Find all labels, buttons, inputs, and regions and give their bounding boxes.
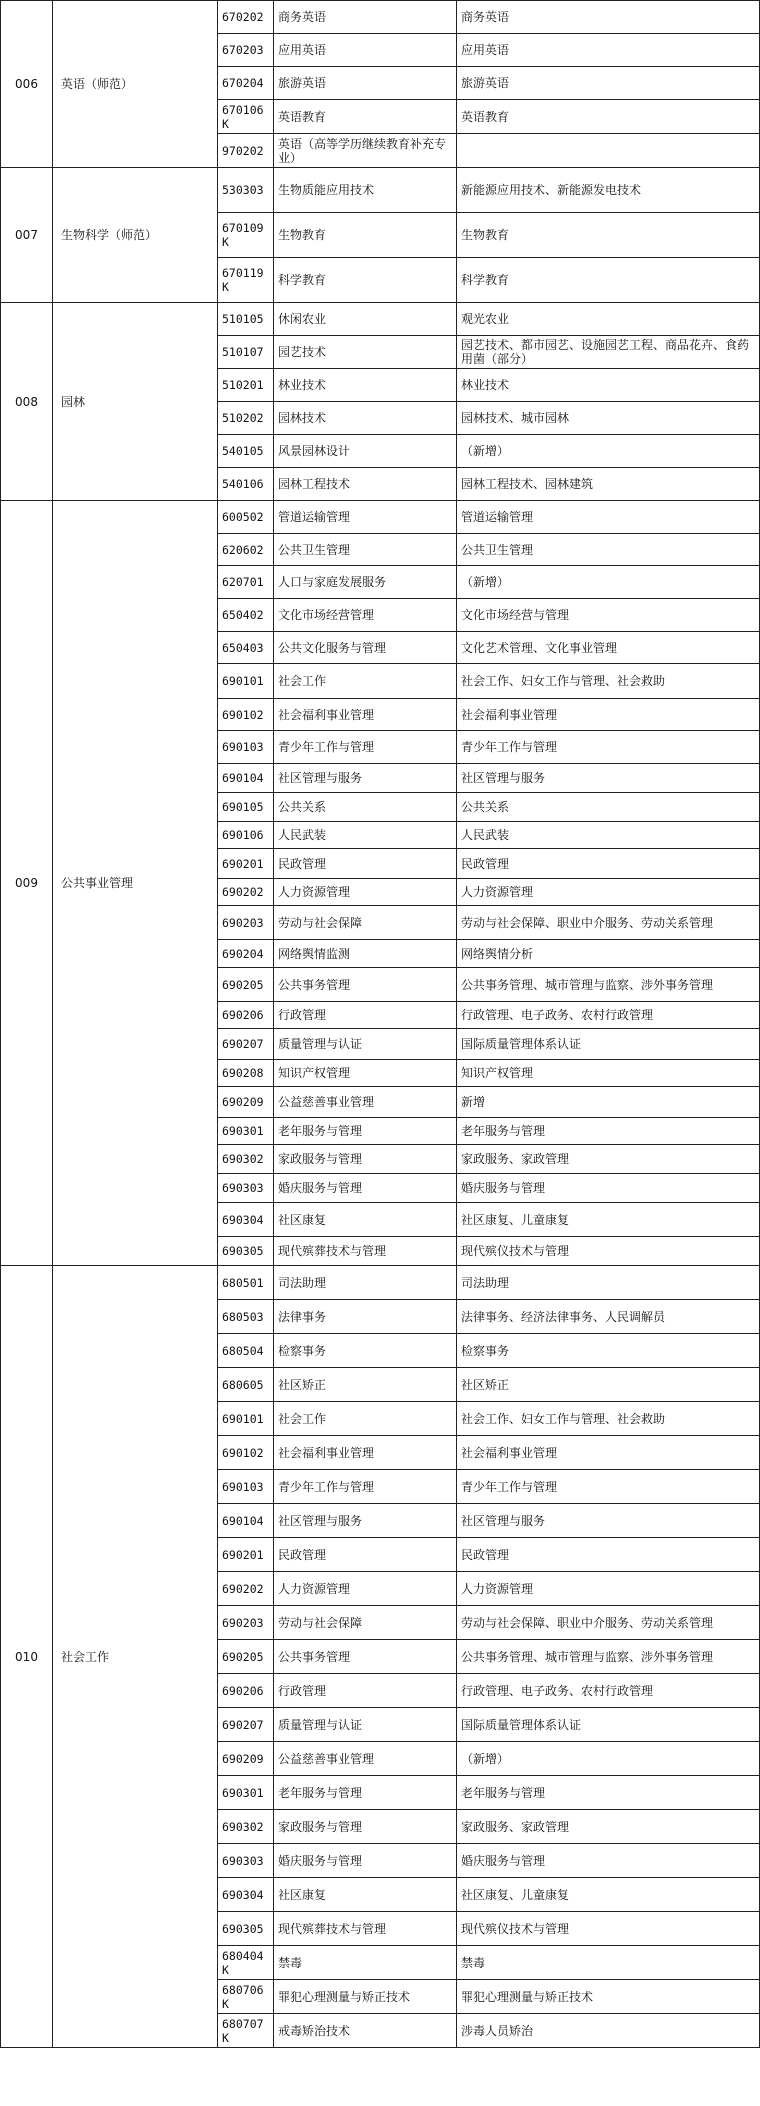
related-majors: 青少年工作与管理: [457, 1470, 760, 1504]
vocational-code: 510201: [218, 369, 274, 402]
group-code: 010: [1, 1266, 53, 2048]
related-majors: 行政管理、电子政务、农村行政管理: [457, 1002, 760, 1029]
related-majors: 社区管理与服务: [457, 1504, 760, 1538]
related-majors: 司法助理: [457, 1266, 760, 1300]
related-majors: 检察事务: [457, 1334, 760, 1368]
related-majors: 行政管理、电子政务、农村行政管理: [457, 1674, 760, 1708]
vocational-major: 网络舆情监测: [274, 940, 457, 968]
vocational-code: 680706K: [218, 1980, 274, 2014]
related-majors: 青少年工作与管理: [457, 731, 760, 764]
vocational-code: 690203: [218, 906, 274, 940]
vocational-code: 650402: [218, 599, 274, 632]
vocational-major: 戒毒矫治技术: [274, 2014, 457, 2048]
vocational-major: 园林工程技术: [274, 468, 457, 501]
vocational-major: 婚庆服务与管理: [274, 1844, 457, 1878]
related-majors: 婚庆服务与管理: [457, 1844, 760, 1878]
vocational-code: 540106: [218, 468, 274, 501]
vocational-code: 540105: [218, 435, 274, 468]
vocational-major: 青少年工作与管理: [274, 731, 457, 764]
vocational-code: 670119K: [218, 258, 274, 303]
related-majors: [457, 134, 760, 168]
major-table-body: [1, 1, 760, 2048]
vocational-code: 970202: [218, 134, 274, 168]
related-majors: 民政管理: [457, 849, 760, 879]
group-code: 006: [1, 1, 53, 168]
vocational-code: 670203: [218, 34, 274, 67]
vocational-major: 社会工作: [274, 664, 457, 699]
related-majors: 劳动与社会保障、职业中介服务、劳动关系管理: [457, 1606, 760, 1640]
vocational-code: 670204: [218, 67, 274, 100]
vocational-code: 690102: [218, 1436, 274, 1470]
vocational-major: 社区管理与服务: [274, 764, 457, 793]
vocational-major: 罪犯心理测量与矫正技术: [274, 1980, 457, 2014]
vocational-code: 690207: [218, 1029, 274, 1060]
vocational-major: 人口与家庭发展服务: [274, 566, 457, 599]
vocational-major: 社区康复: [274, 1203, 457, 1237]
vocational-code: 690209: [218, 1087, 274, 1118]
table-row: [1, 303, 760, 336]
vocational-code: 690209: [218, 1742, 274, 1776]
vocational-major: 林业技术: [274, 369, 457, 402]
vocational-major: 人力资源管理: [274, 879, 457, 906]
vocational-code: 690202: [218, 1572, 274, 1606]
group-major-name: 园林: [53, 303, 218, 501]
vocational-major: 人力资源管理: [274, 1572, 457, 1606]
vocational-major: 行政管理: [274, 1002, 457, 1029]
related-majors: 生物教育: [457, 213, 760, 258]
vocational-major: 风景园林设计: [274, 435, 457, 468]
related-majors: 公共关系: [457, 793, 760, 822]
vocational-major: 生物教育: [274, 213, 457, 258]
vocational-code: 690101: [218, 1402, 274, 1436]
vocational-code: 670109K: [218, 213, 274, 258]
related-majors: 社区矫正: [457, 1368, 760, 1402]
vocational-major: 婚庆服务与管理: [274, 1174, 457, 1203]
related-majors: 社会福利事业管理: [457, 1436, 760, 1470]
vocational-code: 680503: [218, 1300, 274, 1334]
vocational-major: 人民武装: [274, 822, 457, 849]
vocational-major: 劳动与社会保障: [274, 1606, 457, 1640]
vocational-code: 690106: [218, 822, 274, 849]
vocational-code: 690205: [218, 968, 274, 1002]
vocational-code: 670106K: [218, 100, 274, 134]
group-major-name: 生物科学（师范）: [53, 168, 218, 303]
vocational-code: 690204: [218, 940, 274, 968]
related-majors: 公共卫生管理: [457, 534, 760, 566]
group-major-name: 社会工作: [53, 1266, 218, 2048]
vocational-major: 劳动与社会保障: [274, 906, 457, 940]
related-majors: 社区康复、儿童康复: [457, 1878, 760, 1912]
vocational-major: 老年服务与管理: [274, 1776, 457, 1810]
related-majors: 涉毒人员矫治: [457, 2014, 760, 2048]
vocational-major: 商务英语: [274, 1, 457, 34]
vocational-code: 690206: [218, 1674, 274, 1708]
vocational-major: 社会工作: [274, 1402, 457, 1436]
vocational-major: 检察事务: [274, 1334, 457, 1368]
related-majors: 社区管理与服务: [457, 764, 760, 793]
vocational-major: 家政服务与管理: [274, 1810, 457, 1844]
related-majors: 商务英语: [457, 1, 760, 34]
related-majors: 文化市场经营与管理: [457, 599, 760, 632]
vocational-code: 690208: [218, 1060, 274, 1087]
related-majors: 民政管理: [457, 1538, 760, 1572]
vocational-code: 690304: [218, 1878, 274, 1912]
related-majors: 公共事务管理、城市管理与监察、涉外事务管理: [457, 1640, 760, 1674]
vocational-major: 旅游英语: [274, 67, 457, 100]
vocational-major: 社会福利事业管理: [274, 699, 457, 731]
related-majors: 公共事务管理、城市管理与监察、涉外事务管理: [457, 968, 760, 1002]
vocational-code: 690305: [218, 1912, 274, 1946]
vocational-major: 质量管理与认证: [274, 1029, 457, 1060]
vocational-major: 科学教育: [274, 258, 457, 303]
related-majors: 家政服务、家政管理: [457, 1145, 760, 1174]
related-majors: 禁毒: [457, 1946, 760, 1980]
vocational-major: 应用英语: [274, 34, 457, 67]
related-majors: 国际质量管理体系认证: [457, 1708, 760, 1742]
vocational-code: 690303: [218, 1844, 274, 1878]
vocational-major: 质量管理与认证: [274, 1708, 457, 1742]
vocational-code: 690105: [218, 793, 274, 822]
vocational-code: 690102: [218, 699, 274, 731]
vocational-major: 民政管理: [274, 1538, 457, 1572]
vocational-major: 家政服务与管理: [274, 1145, 457, 1174]
vocational-major: 生物质能应用技术: [274, 168, 457, 213]
related-majors: 现代殡仪技术与管理: [457, 1912, 760, 1946]
vocational-code: 690302: [218, 1810, 274, 1844]
vocational-major: 公共关系: [274, 793, 457, 822]
vocational-major: 文化市场经营管理: [274, 599, 457, 632]
vocational-code: 690303: [218, 1174, 274, 1203]
vocational-major: 英语（高等学历继续教育补充专业）: [274, 134, 457, 168]
related-majors: 家政服务、家政管理: [457, 1810, 760, 1844]
vocational-code: 690202: [218, 879, 274, 906]
related-majors: 文化艺术管理、文化事业管理: [457, 632, 760, 664]
vocational-major: 现代殡葬技术与管理: [274, 1237, 457, 1266]
related-majors: 观光农业: [457, 303, 760, 336]
vocational-major: 公益慈善事业管理: [274, 1742, 457, 1776]
vocational-major: 园艺技术: [274, 336, 457, 369]
vocational-major: 英语教育: [274, 100, 457, 134]
vocational-code: 620602: [218, 534, 274, 566]
vocational-code: 600502: [218, 501, 274, 534]
table-row: [1, 1, 760, 34]
related-majors: 社会工作、妇女工作与管理、社会救助: [457, 664, 760, 699]
vocational-code: 690203: [218, 1606, 274, 1640]
vocational-major: 公共卫生管理: [274, 534, 457, 566]
related-majors: 园艺技术、都市园艺、设施园艺工程、商品花卉、食药用菌（部分）: [457, 336, 760, 369]
related-majors: 知识产权管理: [457, 1060, 760, 1087]
related-majors: 管道运输管理: [457, 501, 760, 534]
related-majors: 网络舆情分析: [457, 940, 760, 968]
vocational-major: 休闲农业: [274, 303, 457, 336]
table-row: [1, 501, 760, 534]
vocational-code: 690301: [218, 1776, 274, 1810]
related-majors: 国际质量管理体系认证: [457, 1029, 760, 1060]
vocational-code: 690206: [218, 1002, 274, 1029]
vocational-major: 公共事务管理: [274, 968, 457, 1002]
vocational-code: 690201: [218, 1538, 274, 1572]
related-majors: 社会福利事业管理: [457, 699, 760, 731]
related-majors: 园林技术、城市园林: [457, 402, 760, 435]
group-major-name: 英语（师范）: [53, 1, 218, 168]
related-majors: 科学教育: [457, 258, 760, 303]
vocational-major: 法律事务: [274, 1300, 457, 1334]
vocational-code: 690207: [218, 1708, 274, 1742]
vocational-code: 510107: [218, 336, 274, 369]
related-majors: 老年服务与管理: [457, 1118, 760, 1145]
vocational-major: 园林技术: [274, 402, 457, 435]
vocational-major: 民政管理: [274, 849, 457, 879]
related-majors: 人力资源管理: [457, 1572, 760, 1606]
vocational-major: 社区矫正: [274, 1368, 457, 1402]
vocational-code: 690103: [218, 1470, 274, 1504]
related-majors: 新能源应用技术、新能源发电技术: [457, 168, 760, 213]
vocational-major: 公共事务管理: [274, 1640, 457, 1674]
related-majors: （新增）: [457, 566, 760, 599]
related-majors: 现代殡仪技术与管理: [457, 1237, 760, 1266]
vocational-code: 690104: [218, 1504, 274, 1538]
vocational-major: 公共文化服务与管理: [274, 632, 457, 664]
related-majors: 园林工程技术、园林建筑: [457, 468, 760, 501]
vocational-code: 680501: [218, 1266, 274, 1300]
vocational-major: 社会福利事业管理: [274, 1436, 457, 1470]
vocational-major: 知识产权管理: [274, 1060, 457, 1087]
related-majors: 老年服务与管理: [457, 1776, 760, 1810]
vocational-major: 公益慈善事业管理: [274, 1087, 457, 1118]
vocational-code: 690305: [218, 1237, 274, 1266]
vocational-code: 690301: [218, 1118, 274, 1145]
table-row: [1, 1266, 760, 1300]
table-row: [1, 168, 760, 213]
group-code: 009: [1, 501, 53, 1266]
vocational-code: 680404K: [218, 1946, 274, 1980]
vocational-major: 禁毒: [274, 1946, 457, 1980]
vocational-major: 现代殡葬技术与管理: [274, 1912, 457, 1946]
related-majors: （新增）: [457, 435, 760, 468]
vocational-code: 690304: [218, 1203, 274, 1237]
vocational-major: 管道运输管理: [274, 501, 457, 534]
vocational-code: 680707K: [218, 2014, 274, 2048]
vocational-code: 670202: [218, 1, 274, 34]
related-majors: （新增）: [457, 1742, 760, 1776]
group-code: 007: [1, 168, 53, 303]
vocational-code: 530303: [218, 168, 274, 213]
group-major-name: 公共事业管理: [53, 501, 218, 1266]
related-majors: 应用英语: [457, 34, 760, 67]
vocational-code: 620701: [218, 566, 274, 599]
related-majors: 社会工作、妇女工作与管理、社会救助: [457, 1402, 760, 1436]
related-majors: 婚庆服务与管理: [457, 1174, 760, 1203]
vocational-code: 690104: [218, 764, 274, 793]
related-majors: 劳动与社会保障、职业中介服务、劳动关系管理: [457, 906, 760, 940]
vocational-major: 社区康复: [274, 1878, 457, 1912]
vocational-major: 青少年工作与管理: [274, 1470, 457, 1504]
related-majors: 英语教育: [457, 100, 760, 134]
vocational-code: 510105: [218, 303, 274, 336]
vocational-code: 650403: [218, 632, 274, 664]
vocational-code: 690101: [218, 664, 274, 699]
vocational-code: 690201: [218, 849, 274, 879]
related-majors: 法律事务、经济法律事务、人民调解员: [457, 1300, 760, 1334]
vocational-major: 社区管理与服务: [274, 1504, 457, 1538]
vocational-major: 老年服务与管理: [274, 1118, 457, 1145]
related-majors: 社区康复、儿童康复: [457, 1203, 760, 1237]
group-code: 008: [1, 303, 53, 501]
vocational-code: 690205: [218, 1640, 274, 1674]
vocational-major: 行政管理: [274, 1674, 457, 1708]
vocational-code: 680504: [218, 1334, 274, 1368]
related-majors: 人民武装: [457, 822, 760, 849]
related-majors: 旅游英语: [457, 67, 760, 100]
related-majors: 新增: [457, 1087, 760, 1118]
vocational-code: 510202: [218, 402, 274, 435]
related-majors: 人力资源管理: [457, 879, 760, 906]
vocational-code: 690103: [218, 731, 274, 764]
related-majors: 罪犯心理测量与矫正技术: [457, 1980, 760, 2014]
related-majors: 林业技术: [457, 369, 760, 402]
vocational-code: 690302: [218, 1145, 274, 1174]
vocational-major: 司法助理: [274, 1266, 457, 1300]
vocational-code: 680605: [218, 1368, 274, 1402]
